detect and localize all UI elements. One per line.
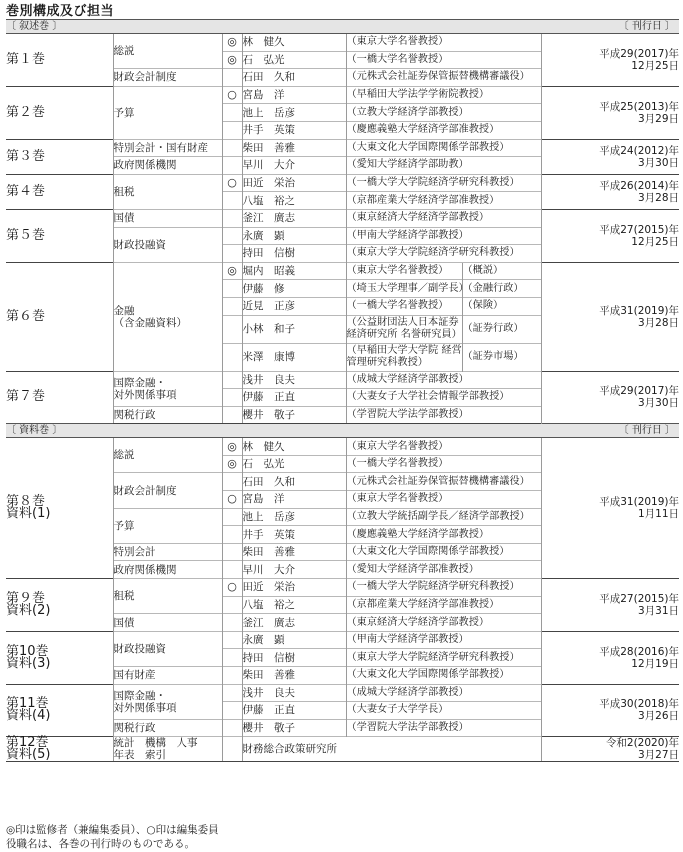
role-mark: ○ <box>222 491 242 509</box>
subject-label: 財政会計制度 <box>113 484 177 497</box>
volume-label <box>6 737 113 762</box>
volume-label <box>6 34 113 87</box>
author-name: 釜江 廣志 <box>242 614 346 632</box>
topic-note: （証券市場） <box>462 343 541 371</box>
author-affiliation: （一橋大学大学院経済学研究科教授） <box>346 174 541 192</box>
author-affiliation: （東京大学名誉教授） <box>346 438 541 456</box>
subject-label: 予算 <box>113 106 135 119</box>
volume-table <box>6 19 679 762</box>
subject-cell <box>113 737 222 762</box>
author-affiliation: （元株式会社証券保管振替機構審議役） <box>346 473 541 491</box>
role-mark <box>222 245 242 263</box>
author-name: 宮島 洋 <box>242 86 346 104</box>
topic-note: （証券行政） <box>462 315 541 343</box>
author-name: 宮島 洋 <box>242 491 346 509</box>
author-affiliation: （東京大学大学院経済学研究科教授） <box>346 245 541 263</box>
publication-date <box>541 371 679 424</box>
subject-cell <box>113 667 222 685</box>
author-name: 田近 栄治 <box>242 174 346 192</box>
volume-label <box>6 139 113 174</box>
role-mark <box>222 649 242 667</box>
date-day: 3月31日 <box>637 604 680 617</box>
role-mark <box>222 508 242 526</box>
publication-date <box>541 34 679 87</box>
date-day: 3月30日 <box>637 156 680 169</box>
table-row <box>6 579 679 597</box>
subject-cell <box>113 86 222 139</box>
date-year: 平成30(2018)年 <box>599 698 680 711</box>
role-mark <box>222 192 242 210</box>
subject-label: 総説 <box>113 45 135 58</box>
role-mark <box>222 702 242 720</box>
date-year: 平成27(2015)年 <box>599 592 680 605</box>
author-name: 石田 久和 <box>242 473 346 491</box>
subject-cell <box>113 406 222 424</box>
author-name: 林 健久 <box>242 438 346 456</box>
date-year: 平成25(2013)年 <box>599 100 680 113</box>
date-year: 平成29(2017)年 <box>599 385 680 398</box>
author-name: 井手 英策 <box>242 121 346 139</box>
volume-label <box>6 262 113 371</box>
volume-label <box>6 438 113 579</box>
author-name: 浅井 良夫 <box>242 684 346 702</box>
table-row <box>6 209 679 227</box>
author-name: 釜江 廣志 <box>242 209 346 227</box>
subject-label: 政府関係機関 <box>113 563 177 576</box>
role-mark <box>222 209 242 227</box>
author-affiliation: （元株式会社証券保管振替機構審議役） <box>346 69 541 87</box>
subject-cell <box>113 719 222 737</box>
author-affiliation: （成城大学経済学部教授） <box>346 371 541 389</box>
table-row <box>6 174 679 192</box>
date-day: 3月28日 <box>637 191 680 204</box>
subject-cell <box>113 631 222 666</box>
subject-label: 国際金融・ <box>113 376 166 389</box>
footnote-marks: ◎印は監修者（兼編集委員）、○印は編集委員 <box>6 824 219 836</box>
subject-cell <box>113 139 222 157</box>
volume-number: 第11巻 <box>6 696 49 712</box>
author-name: 八塩 裕之 <box>242 192 346 210</box>
topic-note: （概説） <box>462 262 541 280</box>
role-mark <box>222 473 242 491</box>
author-affiliation: （大東文化大学国際関係学部教授） <box>346 543 541 561</box>
table-row <box>6 34 679 52</box>
author-affiliation: （東京大学名誉教授） <box>346 491 541 509</box>
subject-label-line2: 対外関係事項 <box>113 388 177 401</box>
author-affiliation: （一橋大学大学院経済学研究科教授） <box>346 579 541 597</box>
role-mark <box>222 667 242 685</box>
publication-date <box>541 631 679 684</box>
subject-cell <box>113 438 222 473</box>
topic-note: （金融行政） <box>462 280 541 298</box>
volume-subtitle: 資料(5) <box>6 747 51 763</box>
subject-cell <box>113 371 222 406</box>
subject-label-line2: 年表 索引 <box>113 749 166 762</box>
role-mark <box>222 343 242 371</box>
author-name: 田近 栄治 <box>242 579 346 597</box>
author-affiliation: （大東文化大学国際関係学部教授） <box>346 139 541 157</box>
author-name: 石 弘光 <box>242 51 346 69</box>
role-mark <box>222 69 242 87</box>
author-affiliation: （愛知大学経済学部准教授） <box>346 561 541 579</box>
volume-number: 第７巻 <box>6 389 46 405</box>
table-row <box>6 139 679 157</box>
author-name: 八塩 裕之 <box>242 596 346 614</box>
affiliation-line2: 管理研究科教授） <box>346 357 428 368</box>
author-affiliation: （東京大学大学院経済学研究科教授） <box>346 649 541 667</box>
affiliation-line: （早稲田大学大学院 経営 <box>346 345 462 356</box>
author-name: 財務総合政策研究所 <box>242 737 541 762</box>
date-day: 3月30日 <box>637 397 680 410</box>
publication-date <box>541 174 679 209</box>
author-name: 石田 久和 <box>242 69 346 87</box>
footnote-titles: 役職名は、各巻の刊行時のものである。 <box>6 838 195 850</box>
subject-cell <box>113 34 222 69</box>
publication-date <box>541 438 679 579</box>
table-row <box>6 684 679 702</box>
volume-number: 第12巻 <box>6 735 49 751</box>
volume-number: 第１巻 <box>6 51 46 67</box>
subject-cell <box>113 508 222 543</box>
subject-label: 租税 <box>113 185 135 198</box>
role-mark <box>222 297 242 315</box>
volume-label <box>6 371 113 424</box>
author-name: 持田 信樹 <box>242 649 346 667</box>
role-mark <box>222 157 242 175</box>
author-affiliation: （甲南大学経済学部教授） <box>346 631 541 649</box>
author-name: 早川 大介 <box>242 157 346 175</box>
date-day: 12月25日 <box>631 59 680 72</box>
role-mark: ◎ <box>222 438 242 456</box>
subject-label: 財政投融資 <box>113 238 166 251</box>
publication-date <box>541 579 679 632</box>
author-name: 伊藤 正直 <box>242 702 346 720</box>
subject-label: 国際金融・ <box>113 689 166 702</box>
author-affiliation: （甲南大学経済学部教授） <box>346 227 541 245</box>
date-year: 令和2(2020)年 <box>605 737 680 750</box>
role-mark <box>222 737 242 762</box>
subject-cell <box>113 561 222 579</box>
table-row <box>6 631 679 649</box>
author-affiliation: （一橋大学名誉教授） <box>346 455 541 473</box>
role-mark <box>222 561 242 579</box>
publication-date <box>541 86 679 139</box>
role-mark <box>222 315 242 343</box>
author-affiliation: （早稲田大学法学学術院教授） <box>346 86 541 104</box>
subject-cell <box>113 157 222 175</box>
author-name: 近見 正彦 <box>242 297 346 315</box>
author-affiliation: （京都産業大学経済学部准教授） <box>346 596 541 614</box>
author-affiliation: （一橋大学名誉教授） <box>346 51 541 69</box>
section-label: 〔 資料巻 〕 <box>6 424 541 438</box>
author-name: 柴田 善雅 <box>242 543 346 561</box>
topic-note: （保険） <box>462 297 541 315</box>
table-row <box>6 737 679 762</box>
author-affiliation: （愛知大学経済学部助教） <box>346 157 541 175</box>
author-name: 池上 岳彦 <box>242 104 346 122</box>
author-affiliation: （京都産業大学経済学部准教授） <box>346 192 541 210</box>
author-name: 柴田 善雅 <box>242 667 346 685</box>
volume-subtitle: 資料(3) <box>6 655 51 671</box>
publication-date <box>541 684 679 737</box>
date-year: 平成27(2015)年 <box>599 223 680 236</box>
publication-date <box>541 262 679 371</box>
role-mark <box>222 684 242 702</box>
volume-label <box>6 579 113 632</box>
author-name: 池上 岳彦 <box>242 508 346 526</box>
role-mark <box>222 614 242 632</box>
table-row <box>6 371 679 389</box>
date-day: 1月11日 <box>637 508 680 521</box>
author-affiliation: （成城大学経済学部教授） <box>346 684 541 702</box>
subject-label: 関税行政 <box>113 408 156 421</box>
date-day: 12月25日 <box>631 235 680 248</box>
role-mark: ◎ <box>222 51 242 69</box>
subject-label: 租税 <box>113 590 135 603</box>
date-year: 平成29(2017)年 <box>599 47 680 60</box>
date-day: 3月29日 <box>637 112 680 125</box>
affiliation-line: （埼玉大学理事／副学長） <box>346 282 469 294</box>
affiliation-line: （東京大学名誉教授） <box>346 265 449 277</box>
author-name: 小林 和子 <box>242 315 346 343</box>
author-affiliation <box>346 315 462 343</box>
role-mark <box>222 543 242 561</box>
role-mark <box>222 406 242 424</box>
date-day: 3月28日 <box>637 316 680 329</box>
subject-label: 総説 <box>113 449 135 462</box>
author-name: 永廣 顕 <box>242 227 346 245</box>
subject-label: 特別会計 <box>113 546 156 559</box>
volume-number: 第６巻 <box>6 308 46 324</box>
affiliation-line2: 経済研究所 名誉研究員） <box>346 329 462 340</box>
page-title: 巻別構成及び担当 <box>6 4 115 19</box>
subject-label: 財政投融資 <box>113 642 166 655</box>
date-year: 平成31(2019)年 <box>599 496 680 509</box>
subject-label: 国債 <box>113 616 135 629</box>
volume-number: 第10巻 <box>6 643 49 659</box>
table-row <box>6 262 679 280</box>
date-day: 12月19日 <box>631 657 680 670</box>
author-name: 伊藤 修 <box>242 280 346 298</box>
publication-date <box>541 209 679 262</box>
subject-label: 特別会計・国有財産 <box>113 141 208 154</box>
role-mark: ○ <box>222 86 242 104</box>
author-affiliation: （大妻女子大学社会情報学部教授） <box>346 389 541 407</box>
volume-number: 第３巻 <box>6 148 46 164</box>
volume-subtitle: 資料(2) <box>6 602 51 618</box>
author-name: 永廣 顕 <box>242 631 346 649</box>
author-affiliation: （立教大学統括副学長／経済学部教授） <box>346 508 541 526</box>
date-year: 平成26(2014)年 <box>599 179 680 192</box>
author-affiliation <box>346 280 469 298</box>
author-name: 浅井 良夫 <box>242 371 346 389</box>
publication-date <box>541 737 679 762</box>
subject-label: 予算 <box>113 519 135 532</box>
subject-cell <box>113 227 222 262</box>
affiliation-line: （一橋大学名誉教授） <box>346 300 449 312</box>
role-mark: ○ <box>222 174 242 192</box>
author-affiliation <box>346 343 462 371</box>
subject-cell <box>113 174 222 209</box>
section-header <box>6 20 679 34</box>
role-mark <box>222 526 242 544</box>
role-mark: ◎ <box>222 262 242 280</box>
author-affiliation: （東京経済大学経済学部教授） <box>346 614 541 632</box>
date-day: 3月26日 <box>637 710 680 723</box>
author-name: 林 健久 <box>242 34 346 52</box>
subject-label: 統計 機構 人事 <box>113 737 198 750</box>
author-name: 米澤 康博 <box>242 343 346 371</box>
author-affiliation: （慶應義塾大学経済学部教授） <box>346 526 541 544</box>
author-name: 早川 大介 <box>242 561 346 579</box>
volume-number: 第９巻 <box>6 590 46 606</box>
volume-number: 第８巻 <box>6 494 46 510</box>
author-name: 持田 信樹 <box>242 245 346 263</box>
author-name: 柴田 善雅 <box>242 139 346 157</box>
subject-cell <box>113 69 222 87</box>
table-row <box>6 438 679 456</box>
subject-label: 関税行政 <box>113 722 156 735</box>
author-name: 伊藤 正直 <box>242 389 346 407</box>
role-mark <box>222 280 242 298</box>
subject-label: 国有財産 <box>113 669 156 682</box>
affiliation-line: （公益財団法人日本証券 <box>346 317 459 328</box>
subject-cell <box>113 684 222 719</box>
author-affiliation: （学習院大学法学部教授） <box>346 406 541 424</box>
date-year: 平成24(2012)年 <box>599 144 680 157</box>
volume-label <box>6 209 113 262</box>
subject-cell <box>113 209 222 227</box>
date-year: 平成28(2016)年 <box>599 645 680 658</box>
volume-subtitle: 資料(4) <box>6 708 51 724</box>
subject-label: 国債 <box>113 212 135 225</box>
subject-cell <box>113 614 222 632</box>
role-mark <box>222 139 242 157</box>
date-header: 〔 刊行日 〕 <box>541 424 679 438</box>
date-day: 3月27日 <box>637 749 680 762</box>
author-affiliation: （東京経済大学経済学部教授） <box>346 209 541 227</box>
author-name: 石 弘光 <box>242 455 346 473</box>
subject-label: 財政会計制度 <box>113 71 177 84</box>
subject-cell <box>113 579 222 614</box>
role-mark <box>222 596 242 614</box>
role-mark: ○ <box>222 579 242 597</box>
author-affiliation: （東京大学名誉教授） <box>346 34 541 52</box>
author-affiliation: （慶應義塾大学経済学部准教授） <box>346 121 541 139</box>
publication-date <box>541 139 679 174</box>
role-mark: ◎ <box>222 455 242 473</box>
role-mark <box>222 371 242 389</box>
author-affiliation <box>346 297 462 315</box>
author-affiliation: （大妻女子大学学長） <box>346 702 541 720</box>
volume-label <box>6 174 113 209</box>
role-mark <box>222 121 242 139</box>
section-header <box>6 424 679 438</box>
author-affiliation: （立教大学経済学部教授） <box>346 104 541 122</box>
subject-label-line2: 対外関係事項 <box>113 701 177 714</box>
subject-label: 政府関係機関 <box>113 159 177 172</box>
subject-cell <box>113 543 222 561</box>
author-name: 堀内 昭義 <box>242 262 346 280</box>
section-label: 〔 叙述巻 〕 <box>6 20 541 34</box>
volume-number: 第２巻 <box>6 104 46 120</box>
subject-label-line2: （含金融資料） <box>113 316 187 329</box>
author-affiliation: （学習院大学法学部教授） <box>346 719 541 737</box>
date-year: 平成31(2019)年 <box>599 304 680 317</box>
volume-subtitle: 資料(1) <box>6 506 51 522</box>
author-affiliation <box>346 262 462 280</box>
author-name: 櫻井 敬子 <box>242 406 346 424</box>
volume-label <box>6 631 113 684</box>
date-header: 〔 刊行日 〕 <box>541 20 679 34</box>
author-name: 井手 英策 <box>242 526 346 544</box>
author-affiliation: （大東文化大学国際関係学部教授） <box>346 667 541 685</box>
role-mark <box>222 631 242 649</box>
role-mark <box>222 389 242 407</box>
subject-cell <box>113 262 222 371</box>
role-mark <box>222 227 242 245</box>
role-mark: ◎ <box>222 34 242 52</box>
author-name: 櫻井 敬子 <box>242 719 346 737</box>
volume-label <box>6 684 113 737</box>
volume-number: 第５巻 <box>6 227 46 243</box>
role-mark <box>222 719 242 737</box>
subject-cell <box>113 473 222 508</box>
volume-number: 第４巻 <box>6 183 46 199</box>
volume-label <box>6 86 113 139</box>
table-row <box>6 86 679 104</box>
role-mark <box>222 104 242 122</box>
subject-label: 金融 <box>113 304 135 317</box>
